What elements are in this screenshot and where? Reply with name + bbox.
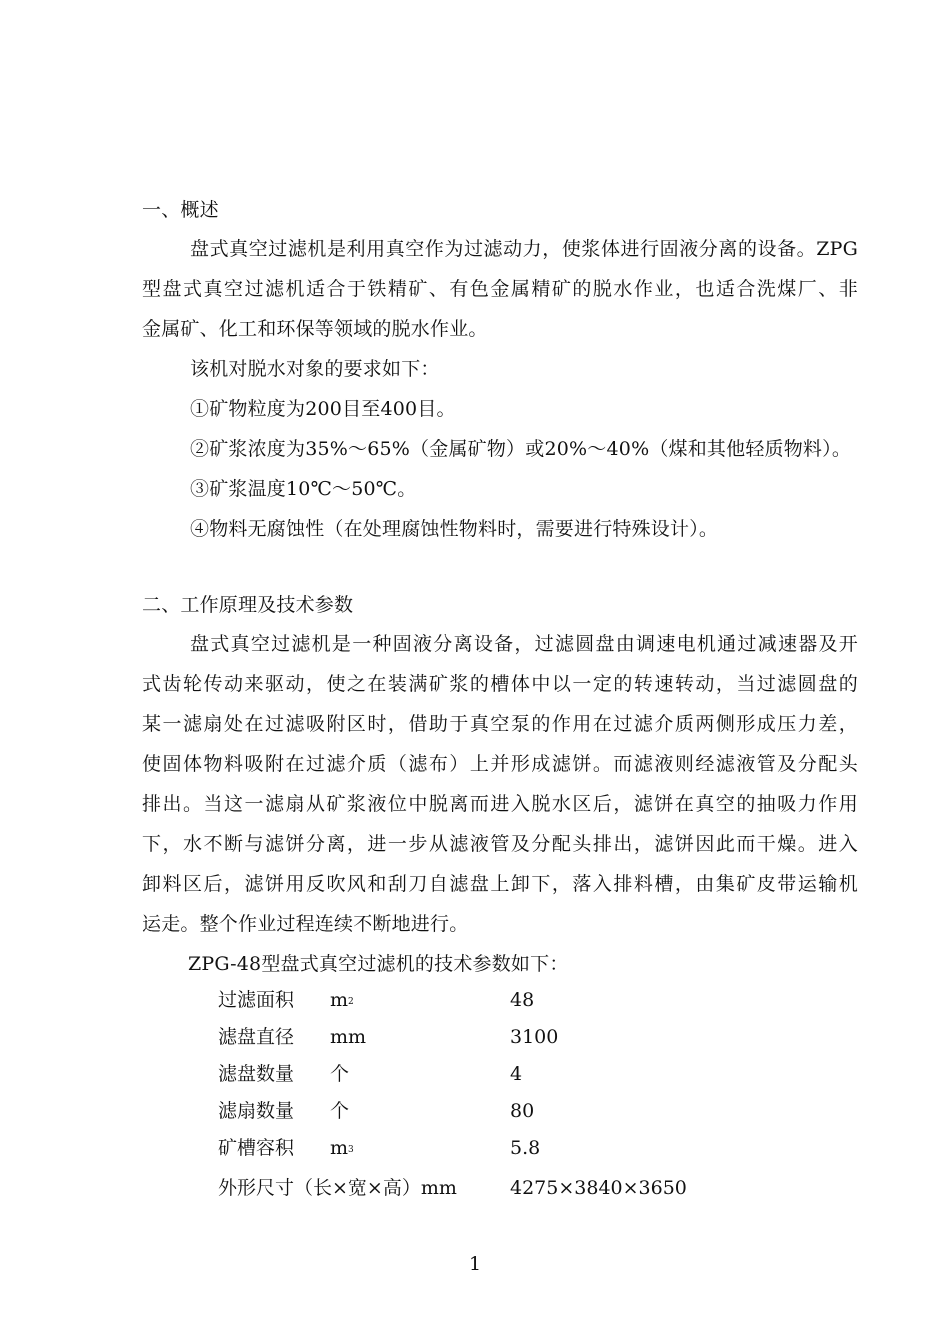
param-value: 80 xyxy=(510,1100,535,1122)
param-value: 5.8 xyxy=(510,1137,541,1159)
section-2-para-line-4: 使固体物料吸附在过滤介质（滤布）上并形成滤饼。而滤液则经滤液管及分配头 xyxy=(142,753,858,775)
param-unit: 个 xyxy=(330,1063,350,1085)
param-value: 3100 xyxy=(510,1026,559,1048)
param-unit: mm xyxy=(330,1026,367,1048)
section-1-heading: 一、概述 xyxy=(142,199,219,221)
param-name: 滤盘直径 xyxy=(218,1026,295,1048)
section-2-para-line-2: 式齿轮传动来驱动，使之在装满矿浆的槽体中以一定的转速转动，当过滤圆盘的 xyxy=(142,673,858,695)
param-unit: $m^3$ xyxy=(330,1137,354,1159)
requirement-3: ③矿浆温度10℃～50℃。 xyxy=(190,478,417,500)
param-unit: 个 xyxy=(330,1100,350,1122)
requirement-2: ②矿浆浓度为35%～65%（金属矿物）或20%～40%（煤和其他轻质物料）。 xyxy=(190,438,852,460)
param-name: 矿槽容积 xyxy=(218,1137,295,1159)
section-2-para-line-1: 盘式真空过滤机是一种固液分离设备，过滤圆盘由调速电机通过减速器及开 xyxy=(190,633,858,655)
section-2-heading: 二、工作原理及技术参数 xyxy=(142,594,354,616)
param-value: 48 xyxy=(510,989,535,1011)
section-2-para-line-5: 排出。当这一滤扇从矿浆液位中脱离而进入脱水区后，滤饼在真空的抽吸力作用 xyxy=(142,793,858,815)
param-name: 滤扇数量 xyxy=(218,1100,295,1122)
requirement-4: ④物料无腐蚀性（在处理腐蚀性物料时，需要进行特殊设计）。 xyxy=(190,518,719,540)
params-intro: ZPG-48型盘式真空过滤机的技术参数如下： xyxy=(188,953,569,975)
section-2-para-line-8: 运走。整个作业过程连续不断地进行。 xyxy=(142,913,469,935)
param-name: 外形尺寸（长×宽×高）mm xyxy=(218,1177,457,1199)
param-name: 过滤面积 xyxy=(218,989,295,1011)
section-2-para-line-7: 卸料区后，滤饼用反吹风和刮刀自滤盘上卸下，落入排料槽，由集矿皮带运输机 xyxy=(142,873,858,895)
requirements-intro: 该机对脱水对象的要求如下： xyxy=(190,358,440,380)
param-name: 滤盘数量 xyxy=(218,1063,295,1085)
param-value: 4275×3840×3650 xyxy=(510,1177,687,1199)
param-value: 4 xyxy=(510,1063,523,1085)
section-2-para-line-6: 下，水不断与滤饼分离，进一步从滤液管及分配头排出，滤饼因此而干燥。进入 xyxy=(142,833,858,855)
requirement-1: ①矿物粒度为200目至400目。 xyxy=(190,398,456,420)
param-unit: $m^2$ xyxy=(330,989,354,1011)
section-1-para-line-3: 金属矿、化工和环保等领域的脱水作业。 xyxy=(142,318,488,340)
page-number: 1 xyxy=(468,1253,482,1275)
section-1-para-line-2: 型盘式真空过滤机适合于铁精矿、有色金属精矿的脱水作业，也适合洗煤厂、非 xyxy=(142,278,858,300)
section-2-para-line-3: 某一滤扇处在过滤吸附区时，借助于真空泵的作用在过滤介质两侧形成压力差， xyxy=(142,713,858,735)
section-1-para-line-1: 盘式真空过滤机是利用真空作为过滤动力，使浆体进行固液分离的设备。ZPG xyxy=(190,238,858,260)
